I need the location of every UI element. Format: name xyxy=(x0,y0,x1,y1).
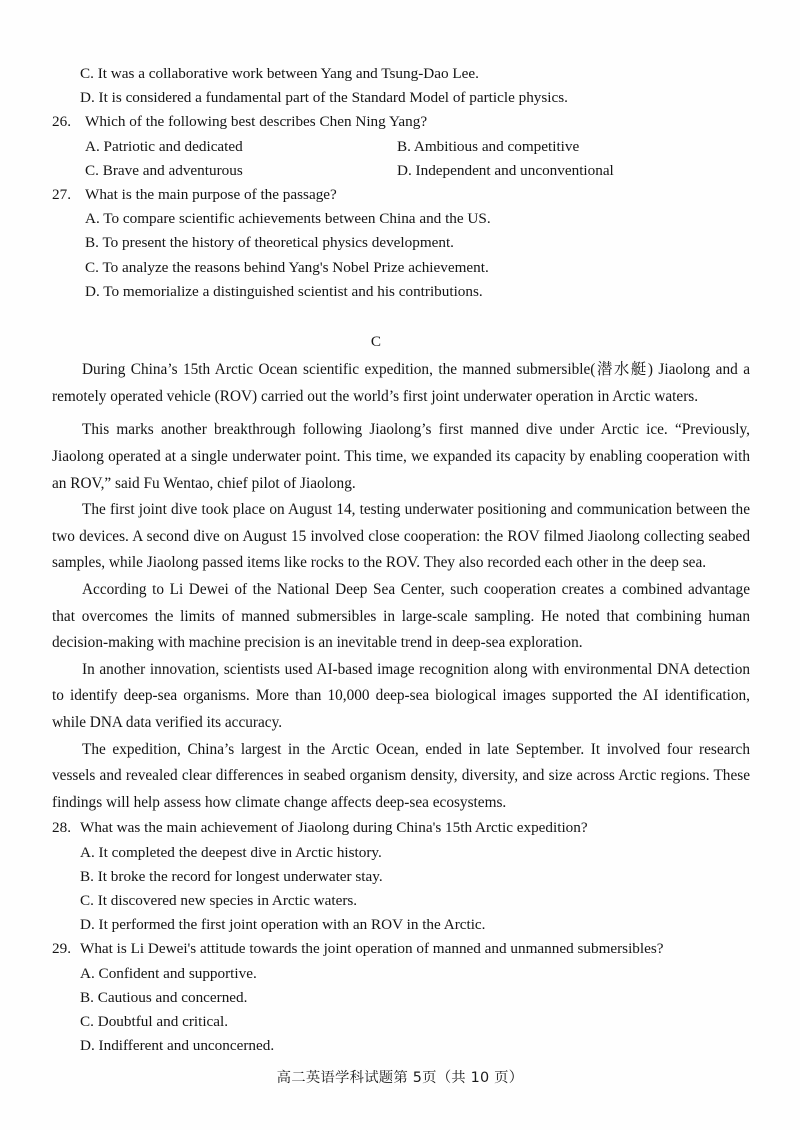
passage-paragraph-1: During China’s 15th Arctic Ocean scientific expedition, the manned submersible(潜水艇) Jiaolong and a remotely operated vehicle (ROV) carried out the world’s first joint underwater operation in Arctic waters. xyxy=(52,361,750,405)
question-28-option-c[interactable]: C. It discovered new species in Arctic waters. xyxy=(80,891,358,909)
carryover-option-c: C. It was a collaborative work between Yang and Tsung-Dao Lee. xyxy=(80,65,479,82)
passage-paragraph-4: According to Li Dewei of the National Deep Sea Center, such cooperation creates a combined advantage that overcomes the limits of manned submersibles in large-scale sampling. He noted that combining human decision-making with machine precision is an inevitable trend in deep-sea exploration. xyxy=(52,580,750,652)
paragraph-spacer xyxy=(52,410,750,417)
passage-paragraph-5: In another innovation, scientists used AI-based image recognition along with environmental DNA detection to identify deep-sea organisms. More than 10,000 deep-sea biological images supported the AI identification, while DNA data verified its accuracy. xyxy=(52,660,750,731)
question-28-stem: What was the main achievement of Jiaolong during China's 15th Arctic expedition? xyxy=(80,819,588,837)
question-29-stem: What is Li Dewei's attitude towards the joint operation of manned and unmanned submersibles? xyxy=(80,940,664,958)
passage-paragraph-3: The first joint dive took place on August 14, testing underwater positioning and communication between the two devices. A second dive on August 15 involved close cooperation: the ROV filmed Jiaolong collecting seabed samples, while Jiaolong passed items like rocks to the ROV. They also recorded each other in the deep sea. xyxy=(52,501,750,572)
passage-paragraph-2: This marks another breakthrough following Jiaolong’s first manned dive under Arctic ice. “Previously, Jiaolong operated at a single underwater point. This time, we expanded its capacity by enabling cooperation with an ROV,” said Fu Wentao, chief pilot of Jiaolong. xyxy=(52,421,750,492)
question-27-stem: What is the main purpose of the passage? xyxy=(85,186,337,204)
question-28-option-b[interactable]: B. It broke the record for longest underwater stay. xyxy=(80,867,383,885)
question-26-options-row-2 xyxy=(52,159,750,183)
question-29-option-d[interactable]: D. Indifferent and unconcerned. xyxy=(80,1037,275,1055)
question-28 xyxy=(52,816,750,840)
question-26-stem: Which of the following best describes Chen Ning Yang? xyxy=(85,113,428,131)
carryover-option-d: D. It is considered a fundamental part of the Standard Model of particle physics. xyxy=(80,89,568,107)
question-29-option-a[interactable]: A. Confident and supportive. xyxy=(80,964,257,982)
question-27-option-b[interactable]: B. To present the history of theoretical physics development. xyxy=(85,234,454,252)
question-26-option-b[interactable]: B. Ambitious and competitive xyxy=(397,137,580,155)
question-29-option-c[interactable]: C. Doubtful and critical. xyxy=(80,1012,229,1030)
question-29-number: 29. xyxy=(52,940,71,958)
page-footer xyxy=(0,1066,800,1087)
question-28-option-d[interactable]: D. It performed the first joint operation with an ROV in the Arctic. xyxy=(80,916,486,934)
question-27-option-a[interactable]: A. To compare scientific achievements between China and the US. xyxy=(85,210,491,228)
question-29 xyxy=(52,937,750,961)
page-content xyxy=(52,62,750,1058)
passage-paragraph-6: The expedition, China’s largest in the Arctic Ocean, ended in late September. It involved four research vessels and revealed clear differences in seabed organism density, diversity, and size across Arctic regions. These findings will help assess how climate change affects deep-sea ecosystems. xyxy=(52,740,750,811)
question-29-option-b[interactable]: B. Cautious and concerned. xyxy=(80,988,248,1006)
question-27 xyxy=(52,183,750,207)
question-26-number: 26. xyxy=(52,113,71,131)
question-27-number: 27. xyxy=(52,186,71,204)
question-26-options-row-1 xyxy=(52,135,750,159)
question-28-number: 28. xyxy=(52,819,71,837)
question-26-option-d[interactable]: D. Independent and unconventional xyxy=(397,161,614,179)
question-27-option-c[interactable]: C. To analyze the reasons behind Yang's Nobel Prize achievement. xyxy=(85,258,489,276)
question-27-option-d[interactable]: D. To memorialize a distinguished scientist and his contributions. xyxy=(85,282,483,300)
passage-label-c: C xyxy=(370,333,382,351)
question-26 xyxy=(52,110,750,134)
question-28-option-a[interactable]: A. It completed the deepest dive in Arctic history. xyxy=(80,843,382,861)
question-26-option-a[interactable]: A. Patriotic and dedicated xyxy=(85,137,243,155)
page-footer-text: 高二英语学科试题第 5页（共 10 页） xyxy=(276,1070,524,1086)
question-26-option-c[interactable]: C. Brave and adventurous xyxy=(85,161,243,179)
